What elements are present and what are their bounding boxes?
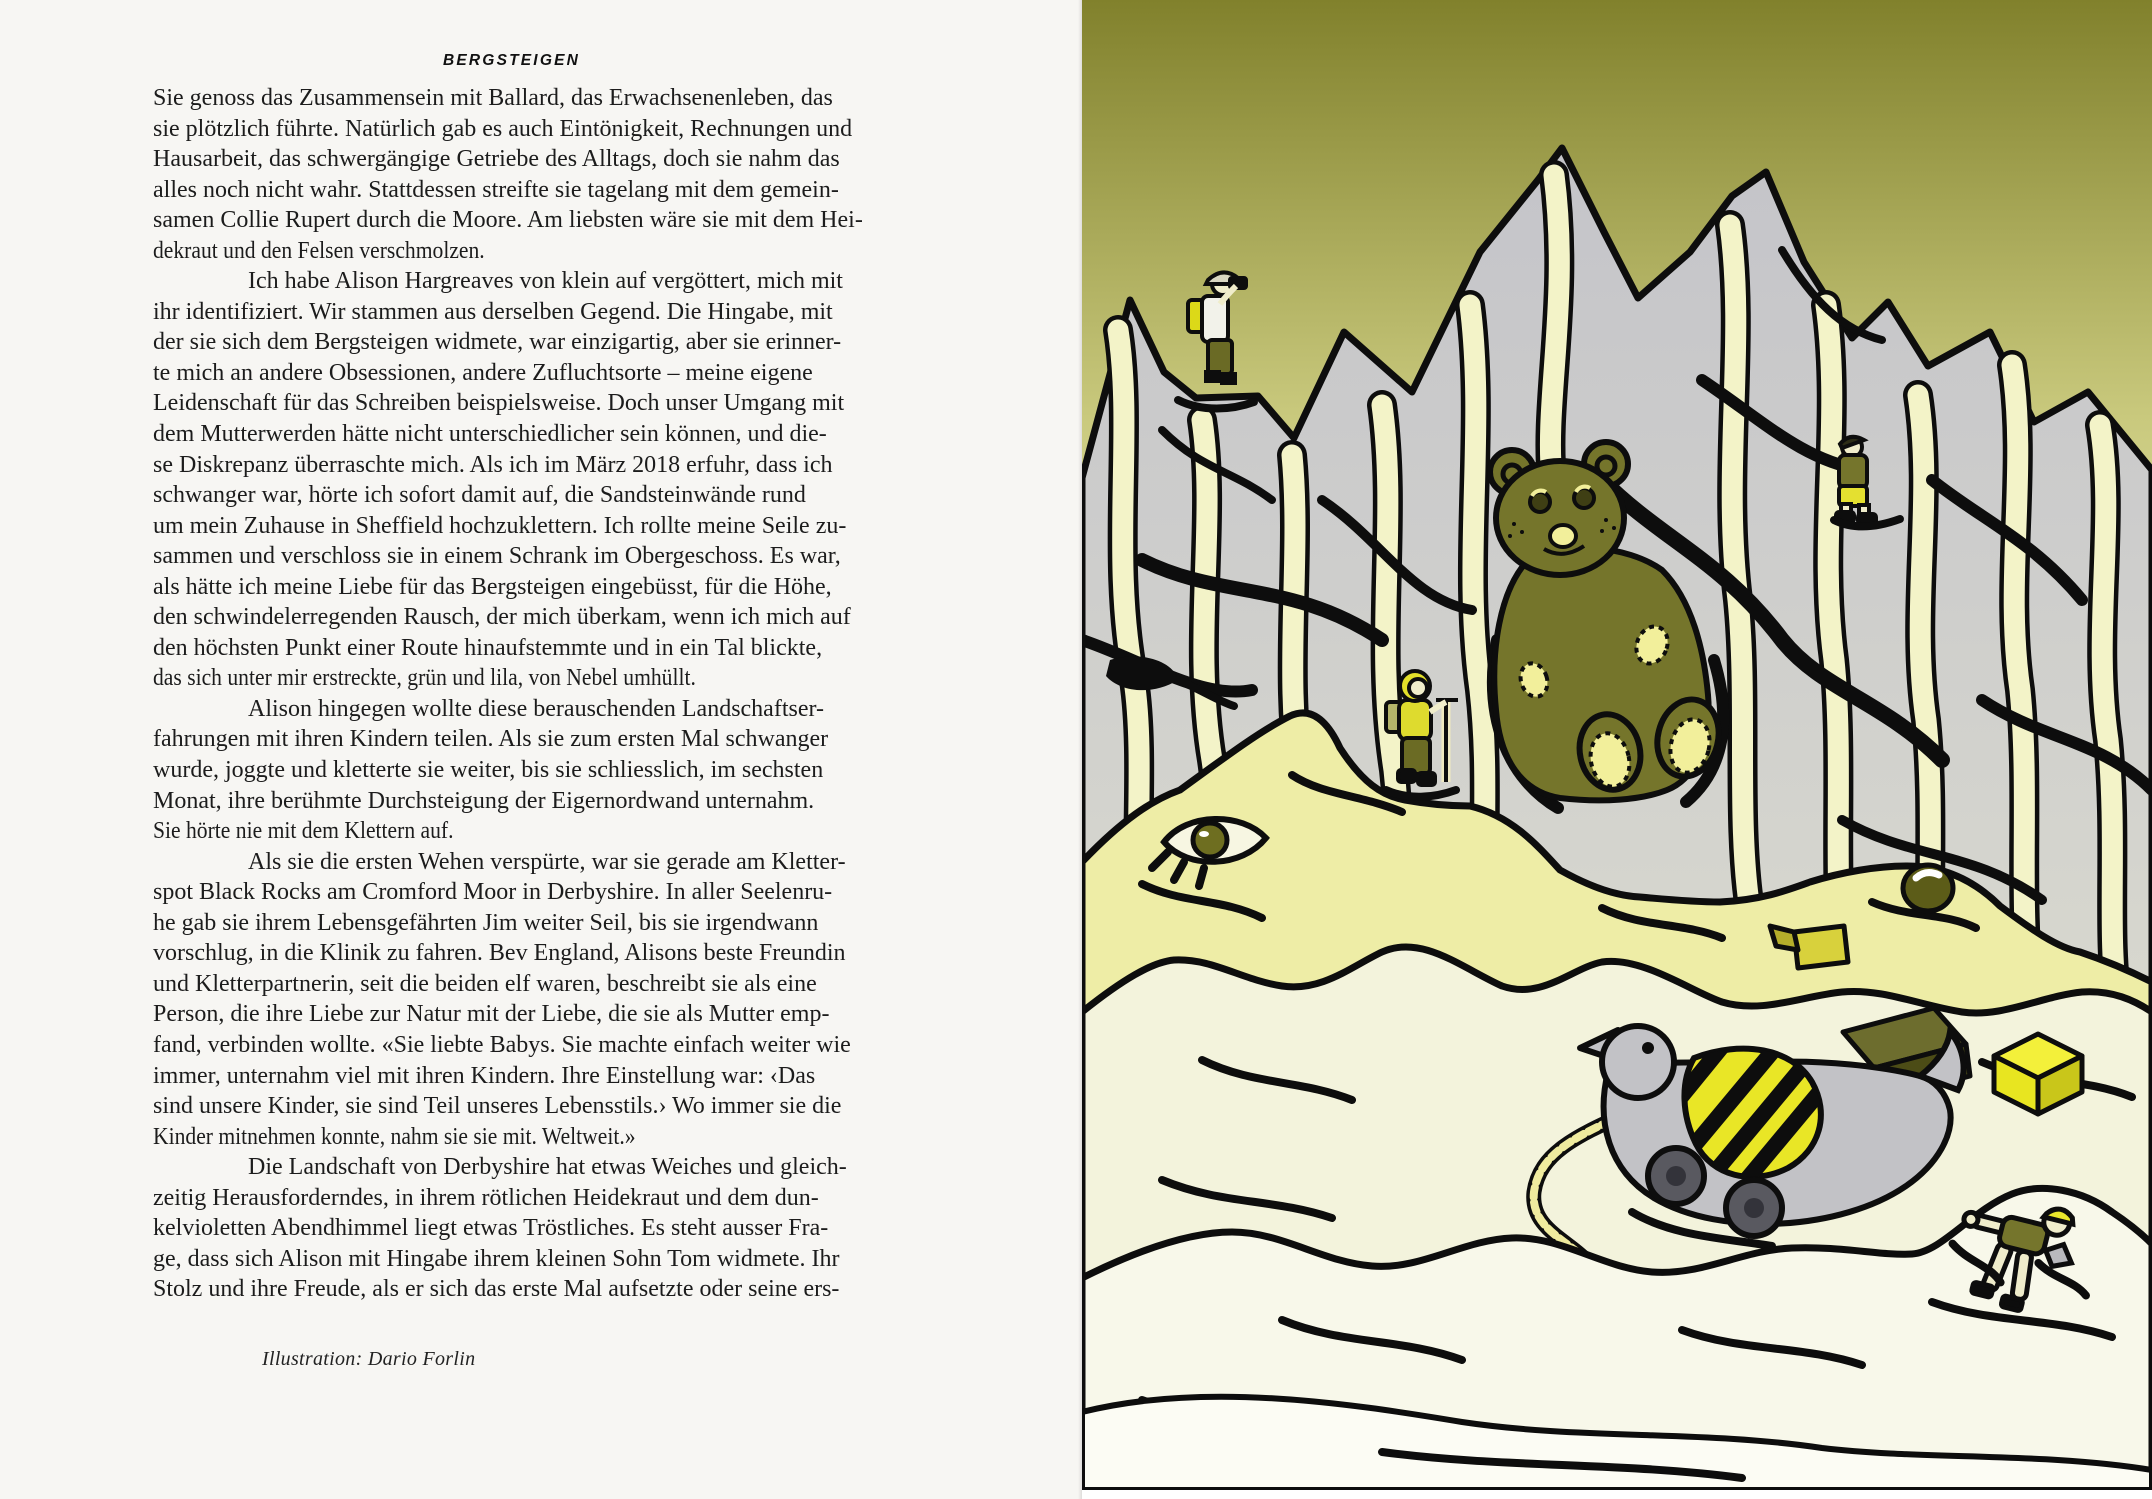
text-line: vorschlug, in die Klinik zu fahren. Bev England, Alisons beste Freundin (153, 940, 846, 967)
text-line: te mich an andere Obsessionen, andere Zufluchtsorte – meine eigene (153, 359, 813, 386)
article-text-column (153, 83, 870, 1305)
text-line: alles noch nicht wahr. Stattdessen streifte sie tagelang mit dem gemein- (153, 176, 839, 203)
text-line: dekraut und den Felsen verschmolzen. (153, 237, 485, 264)
duck-eye (1642, 1042, 1654, 1054)
text-line: sind unsere Kinder, sie sind Teil unseres Lebensstils.› Wo immer sie die (153, 1093, 842, 1120)
text-line: Ich habe Alison Hargreaves von klein auf vergöttert, mich mit (248, 268, 843, 295)
olive-bean (1903, 865, 1953, 911)
illustration-credit: Illustration: Dario Forlin (262, 1348, 476, 1370)
text-line: Die Landschaft von Derbyshire hat etwas Weiches und gleich- (248, 1154, 847, 1181)
text-line: Kinder mitnehmen konnte, nahm sie sie mit. Weltweit.» (153, 1123, 636, 1150)
text-line: den höchsten Punkt einer Route hinaufstemmte und in ein Tal blickte, (153, 634, 823, 661)
text-line: als hätte ich meine Liebe für das Bergsteigen eingebüsst, für die Höhe, (153, 573, 832, 600)
text-line: Alison hingegen wollte diese berauschenden Landschaftser- (248, 695, 824, 722)
mountain-illustration (1082, 0, 2152, 1490)
text-line: sie plötzlich führte. Natürlich gab es auch Eintönigkeit, Rechnungen und (153, 115, 853, 142)
text-line: immer, unternahm viel mit ihren Kindern. Ihre Einstellung war: ‹Das (153, 1062, 816, 1089)
right-page (1082, 0, 2152, 1490)
text-line: spot Black Rocks am Cromford Moor in Derbyshire. In aller Seelenru- (153, 879, 833, 906)
text-line: dem Mutterwerden hätte nicht unterschiedlicher sein können, und die- (153, 421, 827, 448)
text-line: Person, die ihre Liebe zur Natur mit der Liebe, die sie als Mutter emp- (153, 1001, 830, 1028)
text-line: den schwindelerregenden Rausch, der mich überkam, wenn ich mich auf (153, 604, 851, 631)
text-line: he gab sie ihrem Lebensgefährten Jim weiter Seil, bis sie irgendwann (153, 909, 819, 936)
text-line: sammen und verschloss sie in einem Schrank im Obergeschoss. Es war, (153, 543, 841, 570)
text-line: Sie genoss das Zusammensein mit Ballard, das Erwachsenenleben, das (153, 85, 833, 111)
text-line: um mein Zuhause in Sheffield hochzuklettern. Ich rollte meine Seile zu- (153, 512, 847, 539)
text-line: und Kletterpartnerin, seit die beiden elf waren, beschreibt sie als eine (153, 970, 817, 997)
text-line: der sie sich dem Bergsteigen widmete, war einzigartig, aber sie erinner- (153, 329, 842, 356)
text-line: zeitig Herausforderndes, in ihrem rötlichen Heidekraut und dem dun- (153, 1184, 819, 1211)
text-line: wurde, joggte und kletterte sie weiter, bis sie schliesslich, im sechsten (153, 757, 824, 784)
text-line: Stolz und ihre Freude, als er sich das erste Mal aufsetzte oder seine ers- (153, 1276, 840, 1303)
text-line: Als sie die ersten Wehen verspürte, war sie gerade am Kletter- (248, 848, 846, 875)
text-line: kelvioletten Abendhimmel liegt etwas Tröstliches. Es steht ausser Fra- (153, 1215, 829, 1242)
text-line: schwanger war, hörte ich sofort damit auf, die Sandsteinwände rund (153, 482, 806, 509)
text-line: se Diskrepanz überraschte mich. Als ich im März 2018 erfuhr, dass ich (153, 451, 833, 478)
text-line: Sie hörte nie mit dem Klettern auf. (153, 818, 454, 845)
text-line: fand, verbinden wollte. «Sie liebte Babys. Sie machte einfach weiter wie (153, 1031, 851, 1058)
text-line: Hausarbeit, das schwergängige Getriebe des Alltags, doch sie nahm das (153, 146, 840, 173)
text-line: das sich unter mir erstreckte, grün und lila, von Nebel umhüllt. (153, 665, 696, 692)
text-line: ge, dass sich Alison mit Hingabe ihrem kleinen Sohn Tom widmete. Ihr (153, 1245, 840, 1272)
section-kicker: BERGSTEIGEN (442, 52, 581, 69)
text-line: fahrungen mit ihren Kindern teilen. Als sie zum ersten Mal schwanger (153, 726, 829, 753)
text-line: Leidenschaft für das Schreiben beispielsweise. Doch unser Umgang mit (153, 390, 845, 417)
text-line: ihr identifiziert. Wir stammen aus derselben Gegend. Die Hingabe, mit (153, 298, 833, 325)
text-line: samen Collie Rupert durch die Moore. Am liebsten wäre sie mit dem Hei- (153, 207, 863, 234)
text-line: Monat, ihre berühmte Durchsteigung der Eigernordwand unternahm. (153, 787, 815, 814)
